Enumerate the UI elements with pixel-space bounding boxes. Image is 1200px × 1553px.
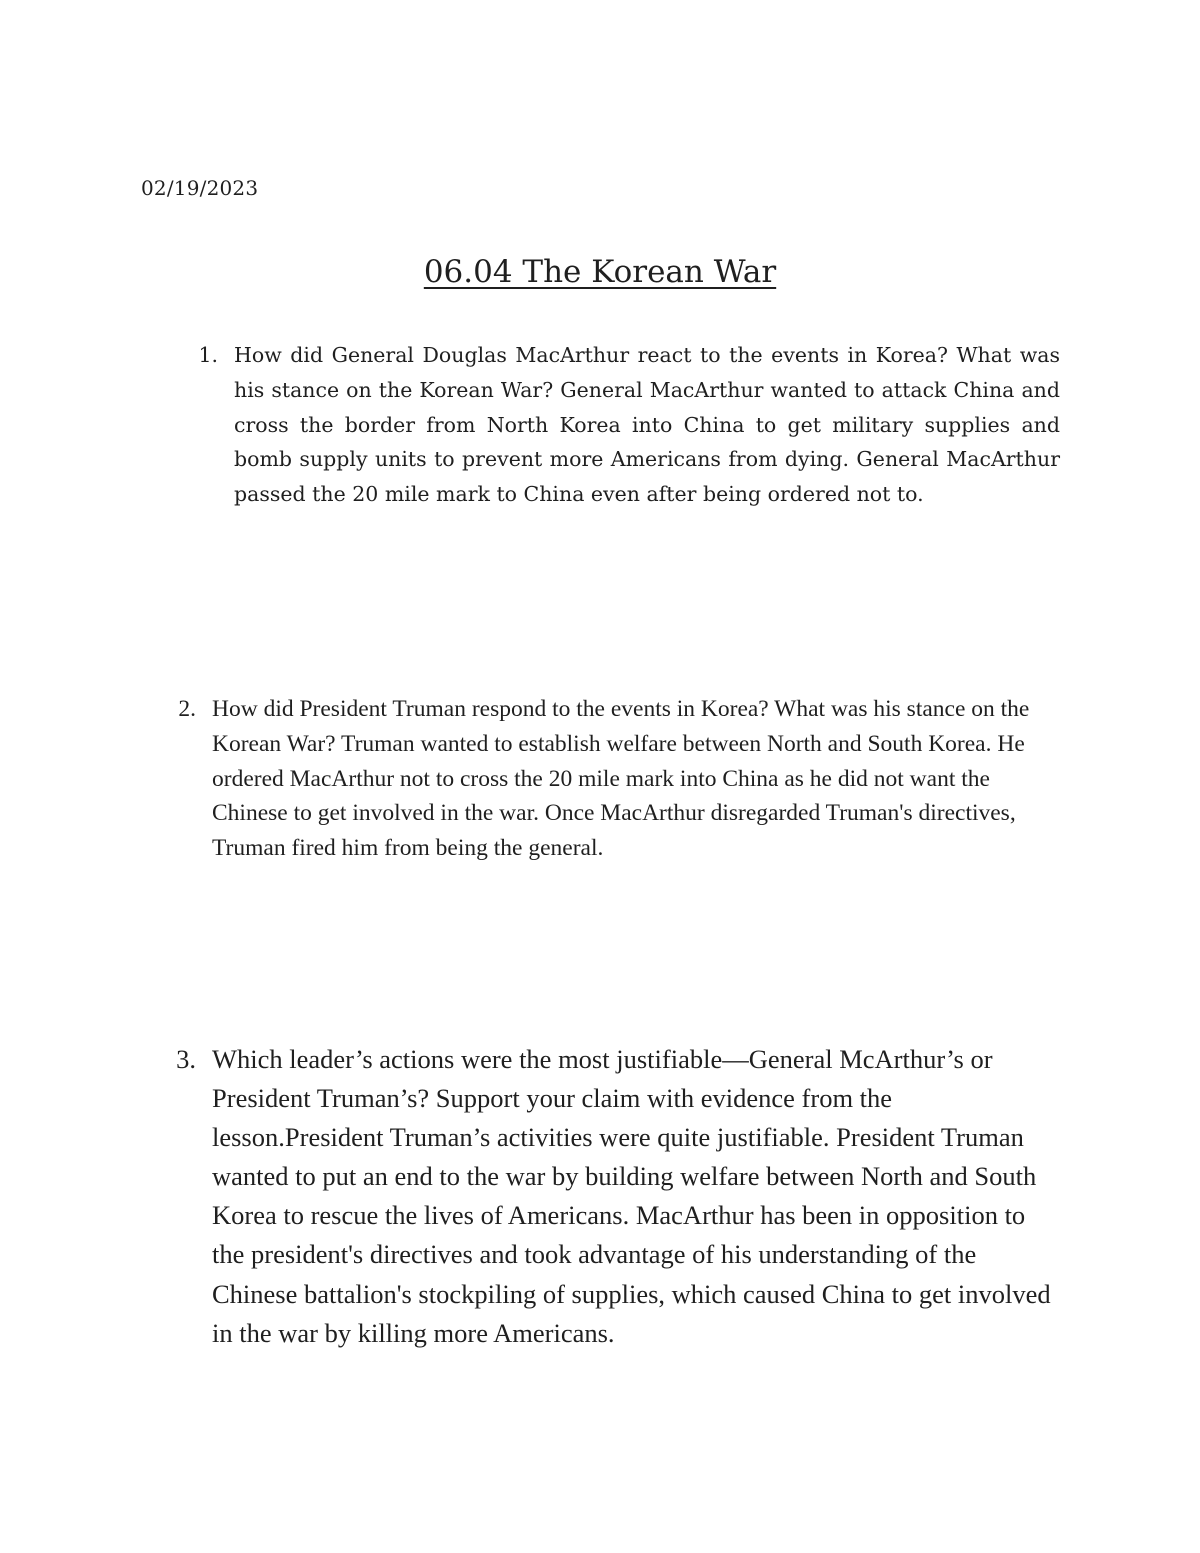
question-2 [178, 692, 1042, 866]
question-number: 1. [198, 343, 218, 367]
document-title: 06.04 The Korean War [423, 254, 777, 290]
question-number: 3. [176, 1044, 196, 1074]
question-3 [176, 1040, 1052, 1353]
question-number: 2. [178, 696, 196, 722]
document-date: 02/19/2023 [141, 176, 259, 200]
question-text: How did President Truman respond to the events in Korea? What was his stance on the Korean War? Truman wanted to establish welfare between North and South Korea. He ordered MacArthur not to cross the 20 mile mark into China as he did not want the Chinese to get involved in the war. Once MacArthur disregarded Truman's directives, Truman fired him from being the general. [212, 696, 1030, 862]
question-text: How did General Douglas MacArthur react to the events in Korea? What was his stance on the Korean War? General MacArthur wanted to attack China and cross the border from North Korea into China to get military supplies and bomb supply units to prevent more Americans from dying. General MacArthur passed the 20 mile mark to China even after being ordered not to. [234, 343, 1060, 507]
question-text: Which leader’s actions were the most justifiable—General McArthur’s or President Truman’s? Support your claim with evidence from the lesson.President Truman’s activities were quite justifiable. President Truman wanted to put an end to the war by building welfare between North and South Korea to rescue the lives of Americans. MacArthur has been in opposition to the president's directives and took advantage of his understanding of the Chinese battalion's stockpiling of supplies, which caused China to get involved in the war by killing more Americans. [212, 1044, 1051, 1348]
question-1 [198, 338, 1060, 512]
